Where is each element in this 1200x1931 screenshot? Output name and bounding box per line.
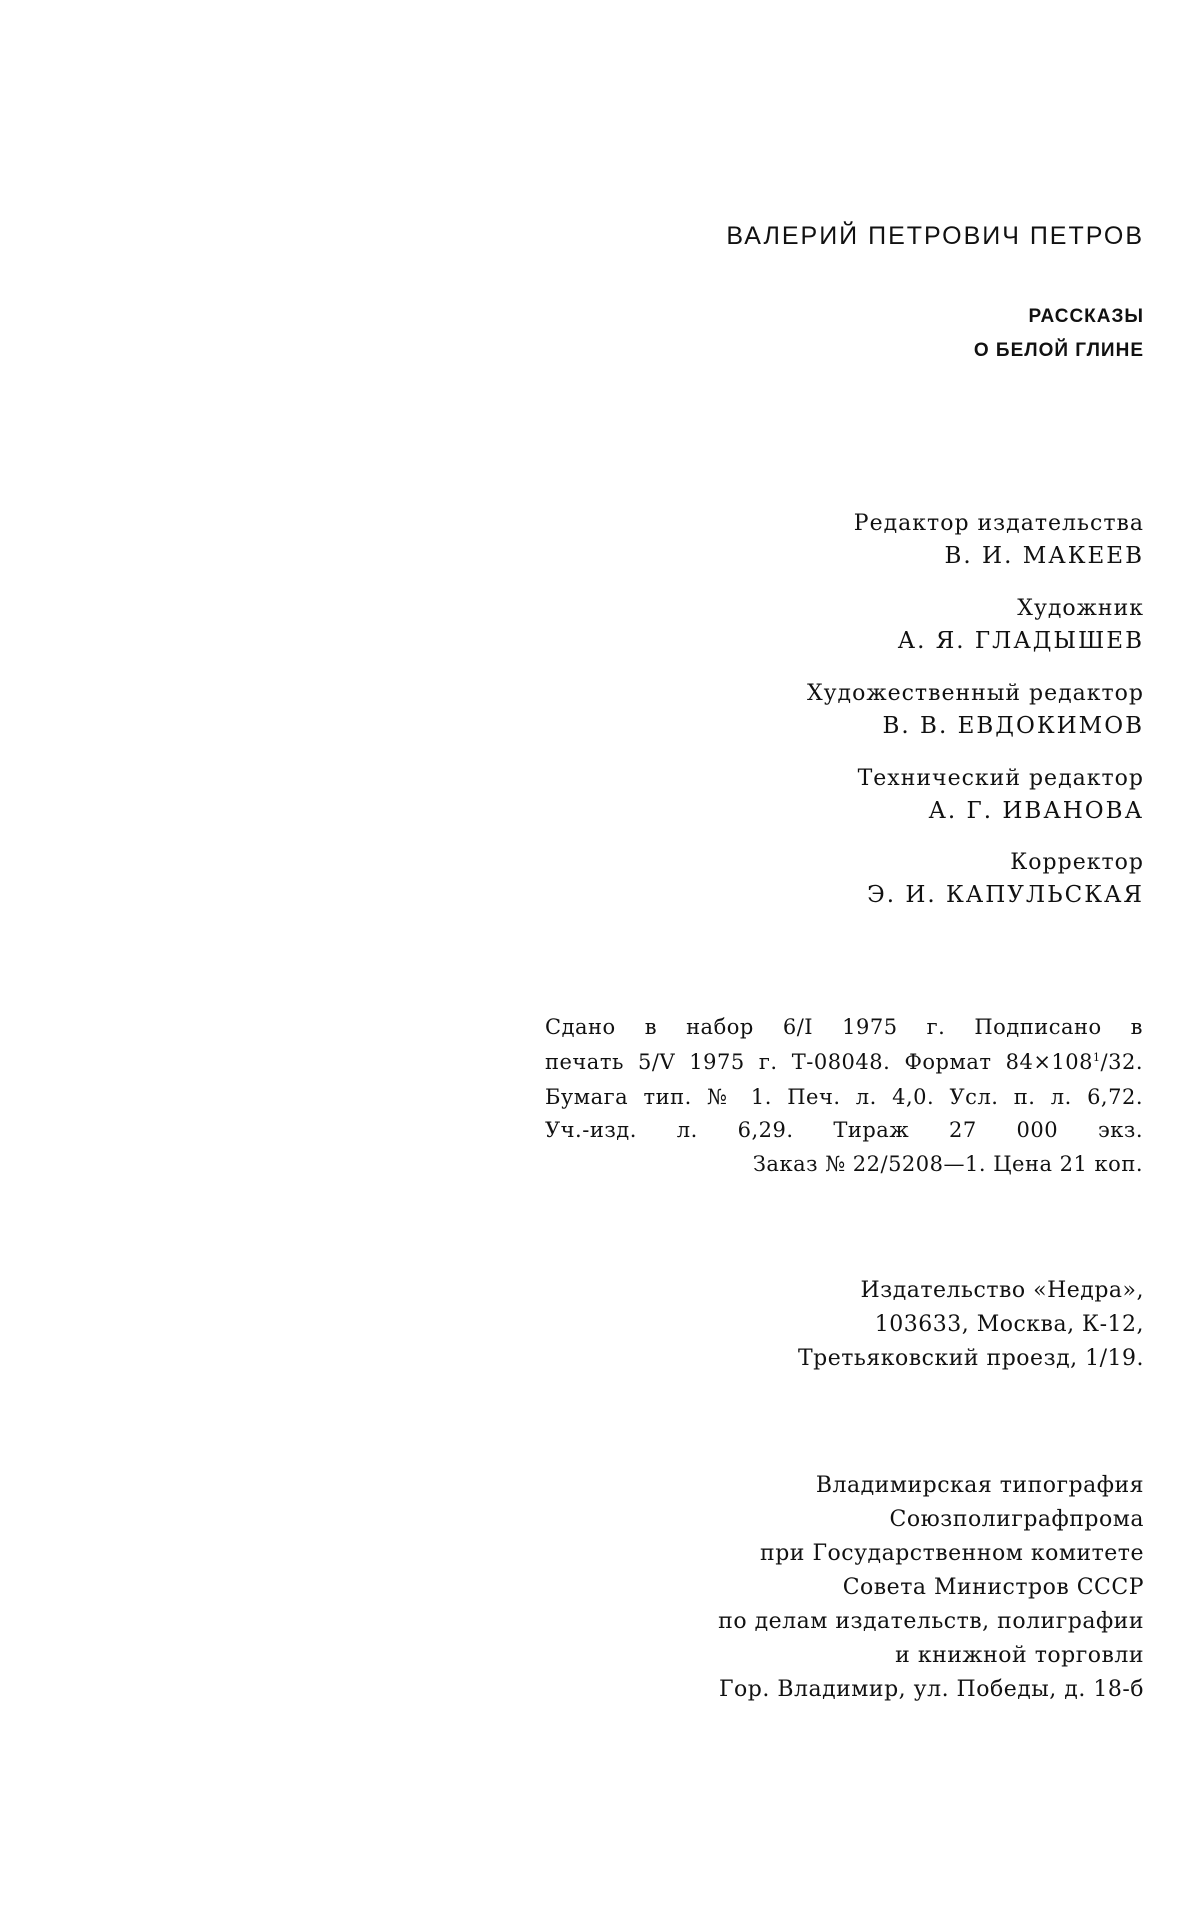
printer-line-6: и книжной торговли [895, 1643, 1144, 1668]
publisher-line-2: 103633, Москва, К-12, [874, 1312, 1144, 1337]
credit-name-artist: А. Я. ГЛАДЫШЕВ [897, 628, 1144, 654]
credit-role-artist: Художник [1017, 596, 1144, 621]
credit-role-editor: Редактор издательства [853, 511, 1144, 536]
author-name: ВАЛЕРИЙ ПЕТРОВИЧ ПЕТРОВ [726, 222, 1144, 250]
printer-line-1: Владимирская типография [815, 1473, 1144, 1498]
imprint-line-2 [545, 1050, 1143, 1074]
publisher-line-3: Третьяковский проезд, 1/19. [797, 1346, 1144, 1371]
printer-line-4: Совета Министров СССР [842, 1575, 1144, 1600]
imprint-line-5: Заказ № 22/5208—1. Цена 21 коп. [752, 1152, 1143, 1176]
imprint-line-1: Сдано в набор 6/I 1975 г. Подписано в [545, 1015, 1143, 1039]
imprint-line-3: Бумага тип. № 1. Печ. л. 4,0. Усл. п. л. 6,72. [545, 1085, 1143, 1109]
credit-role-tech-editor: Технический редактор [857, 766, 1144, 791]
printer-line-3: при Государственном комитете [760, 1541, 1144, 1566]
credit-name-art-editor: В. В. ЕВДОКИМОВ [882, 713, 1144, 739]
printer-line-7: Гор. Владимир, ул. Победы, д. 18-б [718, 1677, 1144, 1702]
credit-role-proofreader: Корректор [1010, 850, 1144, 875]
credit-role-art-editor: Художественный редактор [806, 681, 1144, 706]
credit-name-tech-editor: А. Г. ИВАНОВА [928, 798, 1144, 824]
imprint-format-sub: /32. [1100, 1050, 1143, 1074]
imprint-format-text: печать 5/V 1975 г. Т-08048. Формат 84×108 [545, 1050, 1094, 1074]
credit-name-editor: В. И. МАКЕЕВ [944, 543, 1144, 569]
publisher-line-1: Издательство «Недра», [860, 1278, 1144, 1303]
book-title-line-1: РАССКАЗЫ [1028, 306, 1144, 327]
printer-line-2: Союзполиграфпрома [889, 1507, 1144, 1532]
credit-name-proofreader: Э. И. КАПУЛЬСКАЯ [867, 882, 1144, 908]
printer-line-5: по делам издательств, полиграфии [718, 1609, 1144, 1634]
book-title-line-2: О БЕЛОЙ ГЛИНЕ [973, 340, 1144, 361]
imprint-line-4: Уч.-изд. л. 6,29. Тираж 27 000 экз. [545, 1118, 1143, 1142]
imprint-format-sup: 1 [1093, 1051, 1101, 1064]
